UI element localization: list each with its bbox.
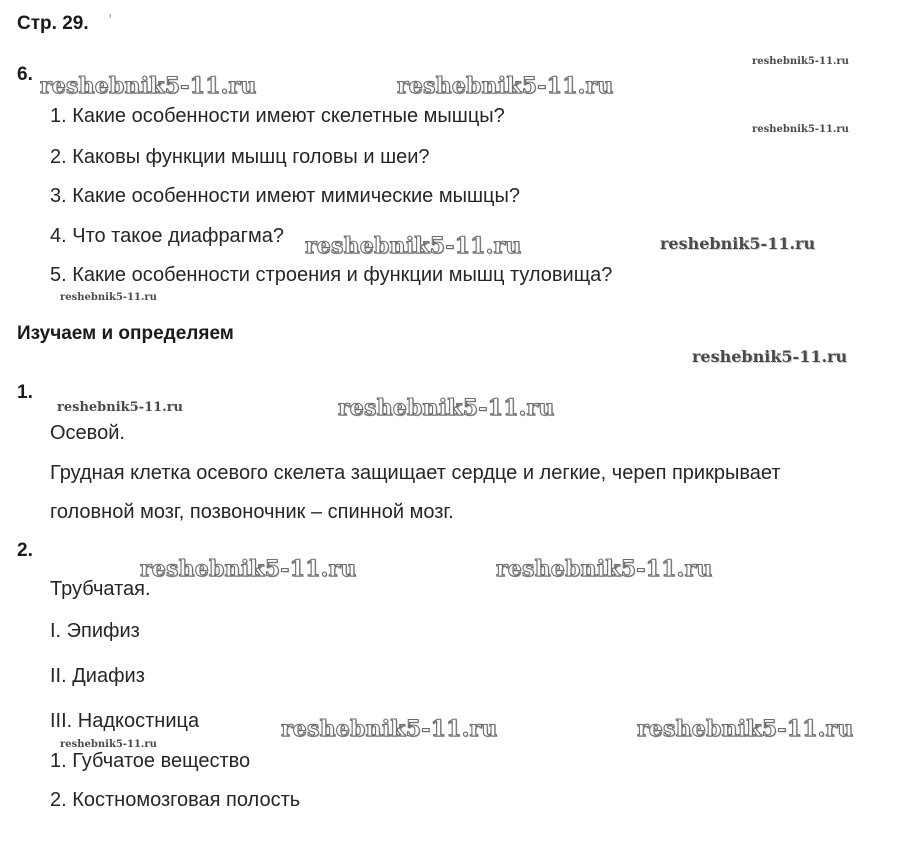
watermark: reshebnik5-11.ru bbox=[305, 233, 522, 259]
page-header: Стр. 29. bbox=[17, 13, 89, 34]
watermark: reshebnik5-11.ru bbox=[338, 395, 555, 421]
header-mark: ' bbox=[109, 11, 112, 27]
answer-1-line-3: головной мозг, позвоночник – спинной мозг. bbox=[50, 501, 454, 523]
section-subheading: Изучаем и определяем bbox=[17, 323, 234, 344]
watermark: reshebnik5-11.ru bbox=[692, 347, 848, 366]
watermark: reshebnik5-11.ru bbox=[660, 234, 816, 253]
watermark: reshebnik5-11.ru bbox=[60, 739, 157, 750]
answer-2-line-4: III. Надкостница bbox=[50, 710, 200, 732]
watermark: reshebnik5-11.ru bbox=[140, 556, 357, 582]
question-4: 4. Что такое диафрагма? bbox=[50, 225, 284, 247]
answer-2-line-5: 1. Губчатое вещество bbox=[50, 750, 251, 772]
watermark: reshebnik5-11.ru bbox=[60, 292, 157, 303]
section-6-number: 6. bbox=[17, 64, 33, 85]
answer-2-line-3: II. Диафиз bbox=[50, 665, 145, 687]
answer-1-number: 1. bbox=[17, 382, 33, 403]
answer-2-line-2: I. Эпифиз bbox=[50, 620, 140, 642]
answer-2-line-1: Трубчатая. bbox=[50, 578, 151, 600]
watermark: reshebnik5-11.ru bbox=[281, 716, 498, 742]
question-2: 2. Каковы функции мышц головы и шеи? bbox=[50, 146, 430, 168]
question-5: 5. Какие особенности строения и функции мышц туловища? bbox=[50, 264, 613, 286]
watermark: reshebnik5-11.ru bbox=[496, 556, 713, 582]
answer-2-line-6: 2. Костномозговая полость bbox=[50, 789, 301, 811]
watermark: reshebnik5-11.ru bbox=[40, 73, 257, 99]
watermark: reshebnik5-11.ru bbox=[57, 400, 184, 415]
watermark: reshebnik5-11.ru bbox=[637, 716, 854, 742]
watermark: reshebnik5-11.ru bbox=[752, 124, 849, 135]
question-3: 3. Какие особенности имеют мимические мышцы? bbox=[50, 185, 520, 207]
question-1: 1. Какие особенности имеют скелетные мышцы? bbox=[50, 105, 505, 127]
watermark: reshebnik5-11.ru bbox=[397, 73, 614, 99]
answer-1-line-1: Осевой. bbox=[50, 422, 125, 444]
watermark: reshebnik5-11.ru bbox=[752, 56, 849, 67]
answer-2-number: 2. bbox=[17, 540, 33, 561]
answer-1-line-2: Грудная клетка осевого скелета защищает сердце и легкие, череп прикрывает bbox=[50, 462, 781, 484]
